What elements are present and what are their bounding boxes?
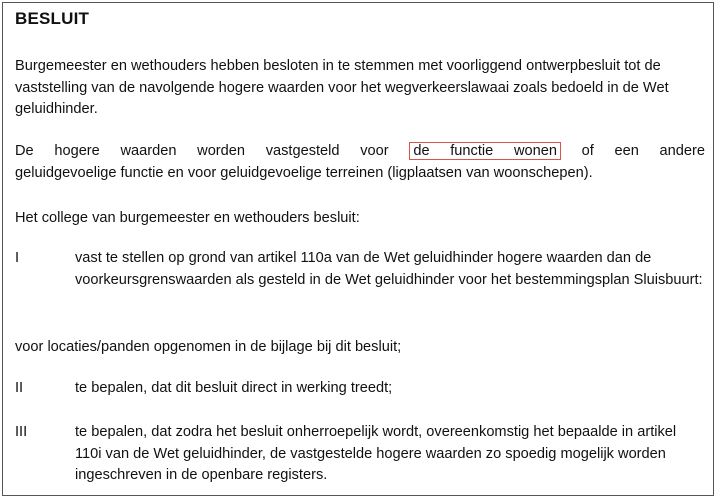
highlighted-function: de functie wonen <box>409 142 561 160</box>
function-paragraph-line-2: geluidgevoelige functie en voor geluidgevoelige terreinen (ligplaatsen van woonschepen). <box>15 164 593 181</box>
document-title: BESLUIT <box>15 9 90 28</box>
function-paragraph-line-1 <box>15 141 705 163</box>
function-paragraph <box>15 141 705 184</box>
function-text-after: of een andere <box>581 143 705 159</box>
locations-paragraph: voor locaties/panden opgenomen in de bijlage bij dit besluit; <box>15 339 402 355</box>
decision-item-2-text: te bepalen, dat dit besluit direct in werking treedt; <box>75 380 393 396</box>
decision-item-3-text: te bepalen, dat zodra het besluit onherroepelijk wordt, overeenkomstig het bepaalde in artikel 110i van de Wet geluidhinder, de vastgestelde hogere waarden zo spoedig mogelijk worden ingeschreven in de openbare registers. <box>75 424 677 483</box>
decision-item-3-number: III <box>15 424 28 440</box>
decision-item-1-number: I <box>15 250 20 266</box>
function-text-before: De hogere waarden worden vastgesteld voor <box>15 143 389 159</box>
intro-paragraph: Burgemeester en wethouders hebben besloten in te stemmen met voorliggend ontwerpbesluit tot de vaststelling van de navolgende hogere waarden voor het wegverkeerslawaai zoals bedoeld in de Wet geluidhinder. <box>15 58 669 117</box>
decision-item-1-text: vast te stellen op grond van artikel 110a van de Wet geluidhinder hogere waarden dan de voorkeursgrenswaarden als gesteld in de Wet geluidhinder voor het bestemmingsplan Sluisbuurt: <box>75 250 703 288</box>
decision-item-2-number: II <box>15 380 24 396</box>
college-paragraph: Het college van burgemeester en wethouders besluit: <box>15 210 360 226</box>
document-frame <box>2 2 714 496</box>
